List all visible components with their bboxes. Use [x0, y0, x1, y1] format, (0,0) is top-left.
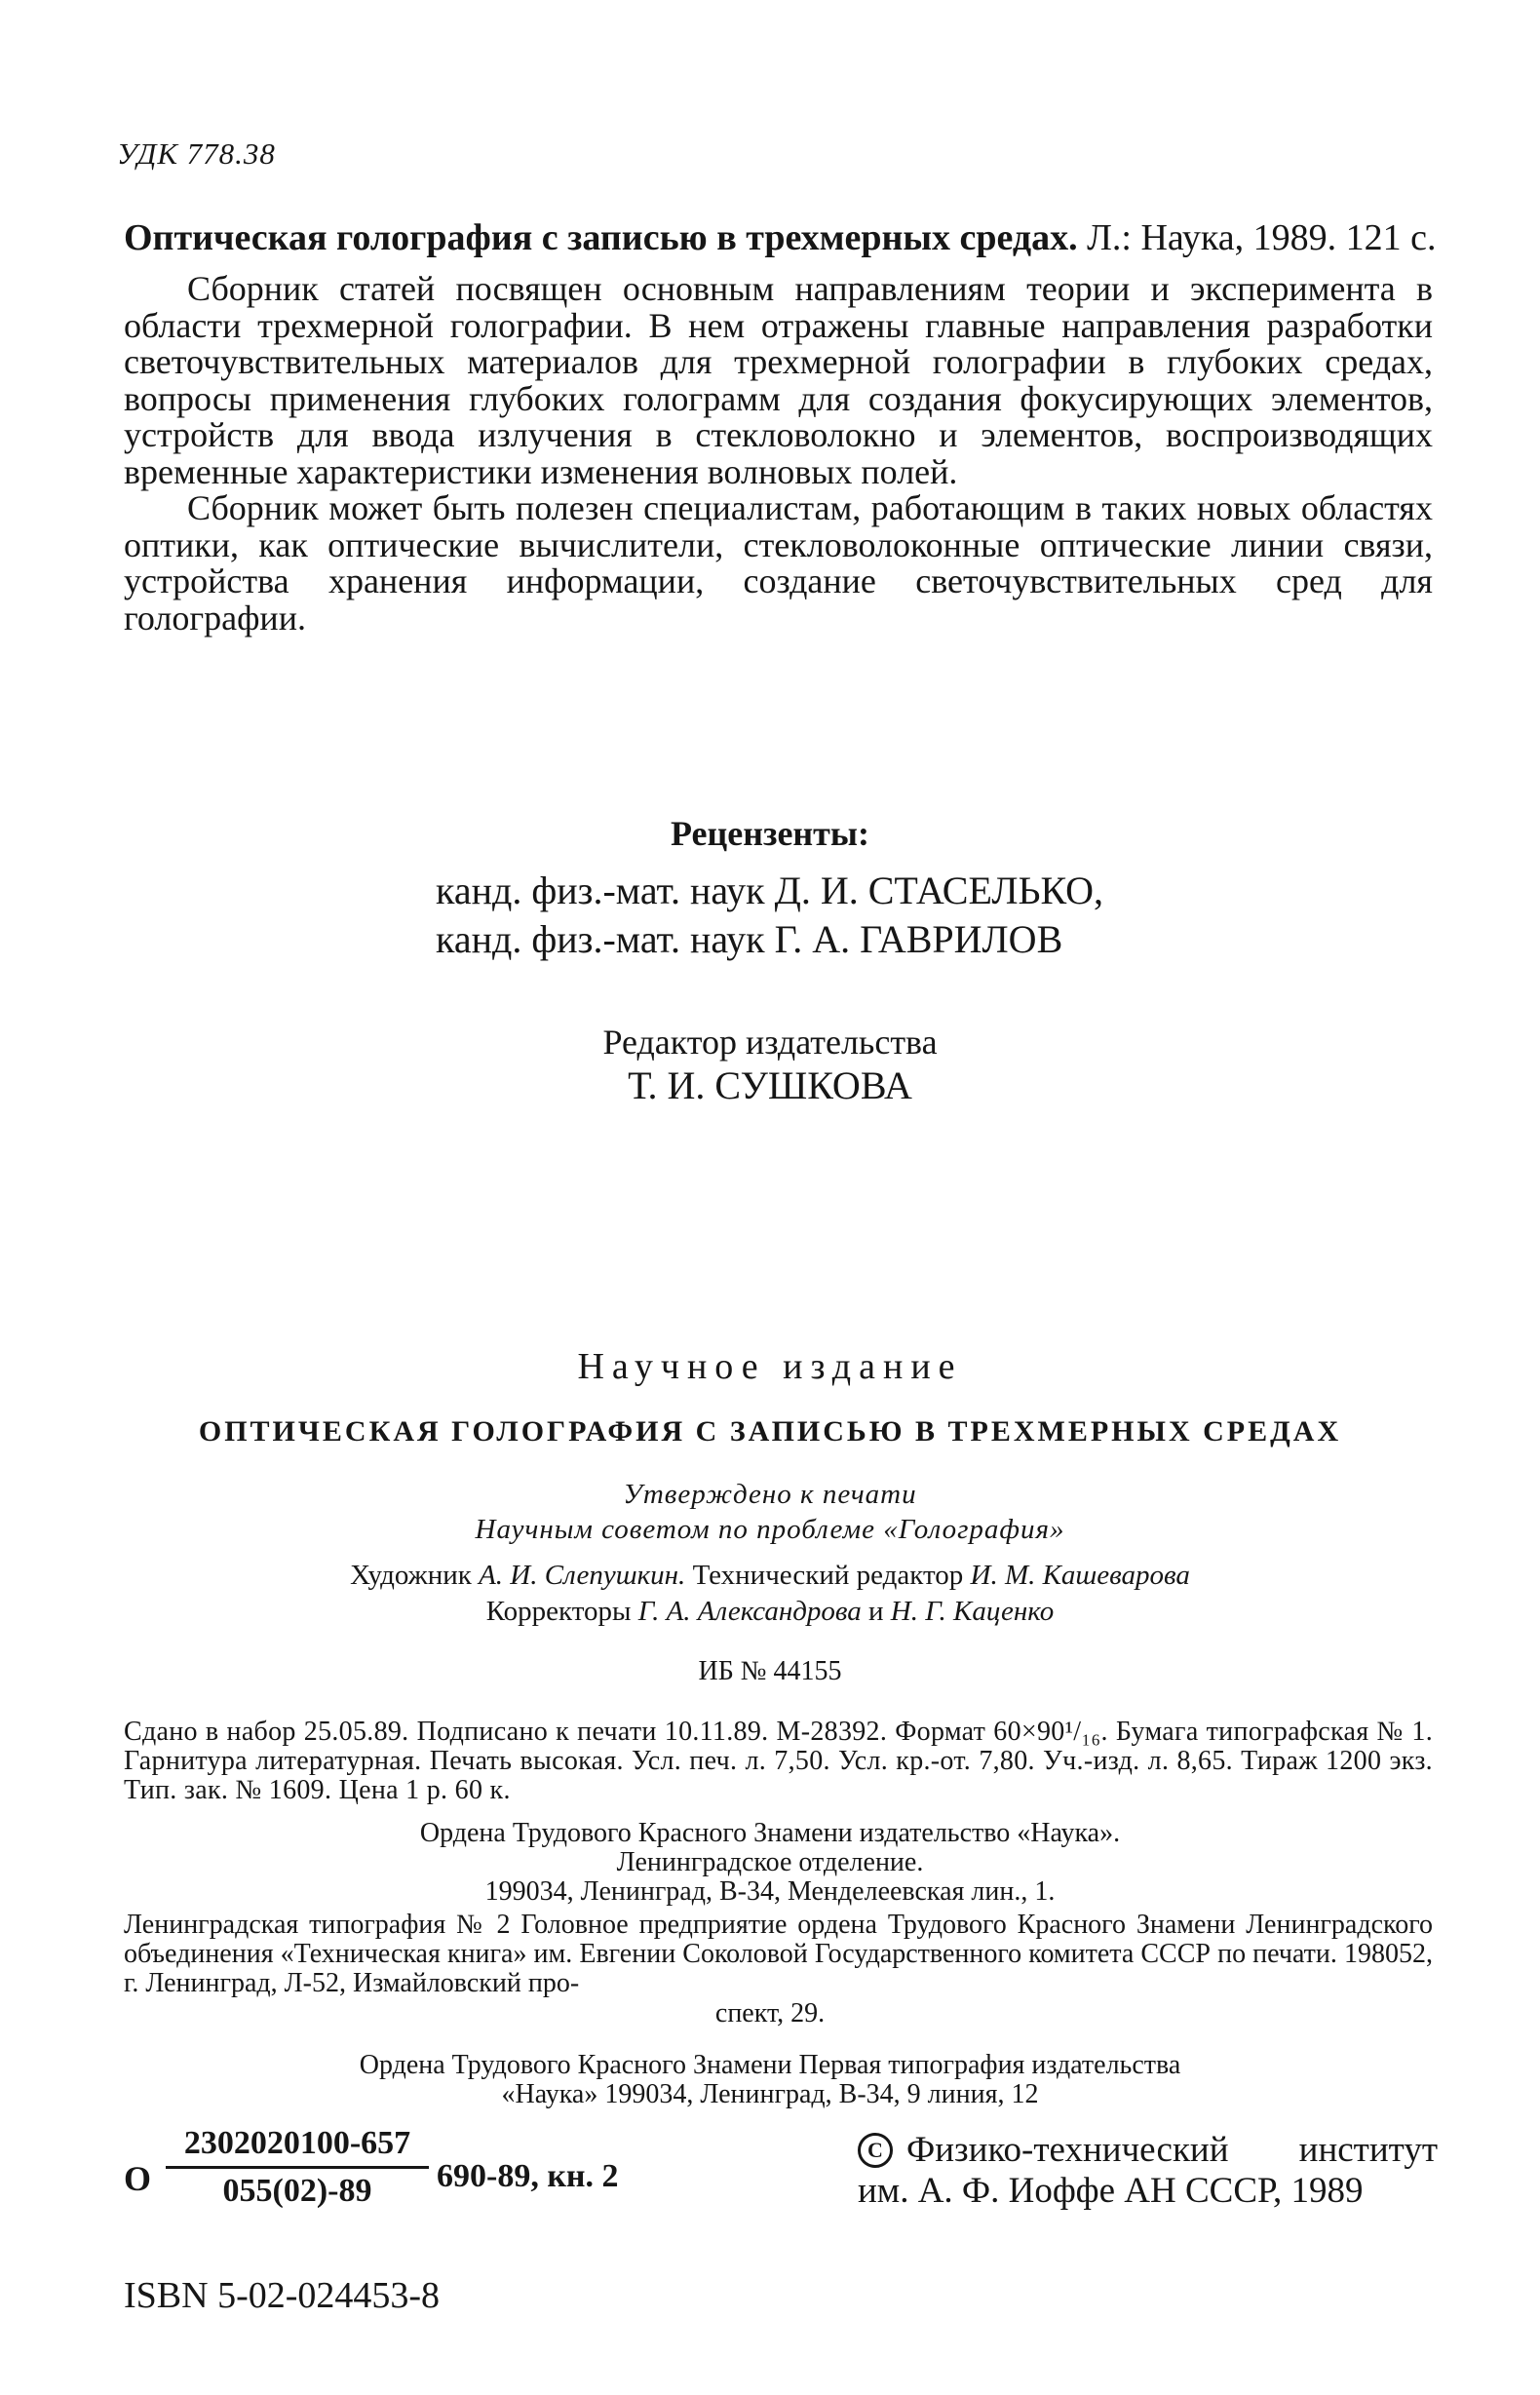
- corrector-2: Н. Г. Каценко: [890, 1596, 1055, 1627]
- printer-block: Ленинградская типография № 2 Головное предприятие ордена Трудового Красного Знамени Ленинградского объединения «Техническая книга» им. Евгении Соколовой Государственного комитета СССР по печати. 198052, г. Ленинград, Л-52, Измайловский про-: [124, 1910, 1433, 1998]
- code-prefix: О: [124, 2159, 152, 2198]
- tech-editor-name: И. М. Кашеварова: [970, 1560, 1190, 1591]
- copyright-holder-a: [858, 2130, 1229, 2171]
- approval-line-2: Научным советом по проблеме «Голография»: [475, 1514, 1065, 1545]
- abstract-paragraph: Сборник статей посвящен основным направлениям теории и эксперимента в области трехмерной голографии. В нем отражены главные направления разработки светочувствительных материалов для трехмерной голографии в глубоких средах, вопросы применения глубоких голограмм для создания фокусирующих элементов, устройств для ввода излучения в стекловолокно и элементов, воспроизводящих временные характеристики изменения волновых полей.: [124, 269, 1433, 491]
- abstract: [124, 271, 1433, 637]
- code-suffix: 690-89, кн. 2: [437, 2158, 619, 2194]
- bibliographic-citation: [124, 216, 1440, 259]
- code-denominator: 055(02)-89: [222, 2173, 372, 2209]
- approval-line-1: Утверждено к печати: [623, 1479, 917, 1510]
- edition-type: Научное издание: [577, 1346, 963, 1387]
- book-title-caps: ОПТИЧЕСКАЯ ГОЛОГРАФИЯ С ЗАПИСЬЮ В ТРЕХМЕРНЫХ СРЕДАХ: [198, 1415, 1342, 1448]
- editor-name: Т. И. СУШКОВА: [628, 1063, 912, 1107]
- publisher-line-1: Ордена Трудового Красного Знамени издательство «Наука».: [419, 1818, 1121, 1848]
- publisher-line-3: 199034, Ленинград, В-34, Менделеевская лин., 1.: [484, 1876, 1056, 1907]
- copyright-text-b: институт: [1298, 2130, 1438, 2170]
- tech-editor-label: Технический редактор: [692, 1560, 964, 1591]
- correctors-label: Корректоры: [485, 1596, 632, 1627]
- typography-line-2: «Наука» 199034, Ленинград, В-34, 9 линия, 12: [501, 2079, 1039, 2109]
- reviewer-1: канд. физ.-мат. наук Д. И. СТАСЕЛЬКО,: [436, 869, 1104, 912]
- copyright-block: [858, 2130, 1438, 2212]
- reviewers-heading: Рецензенты:: [671, 814, 869, 853]
- staff-line-1: [0, 1558, 1540, 1594]
- copyright-icon: C: [858, 2133, 893, 2168]
- udk-code: УДК 778.38: [117, 136, 276, 171]
- citation-title: Оптическая голография с записью в трехмерных средах.: [124, 217, 1078, 258]
- ib-number: ИБ № 44155: [698, 1656, 842, 1686]
- print-imprint: Сдано в набор 25.05.89. Подписано к печати 10.11.89. М-28392. Формат 60×90¹/₁₆. Бумага типографская № 1. Гарнитура литературная. Печать высокая. Усл. печ. л. 7,50. Усл. кр.-от. 7,80. Уч.-изд. л. 8,65. Тираж 1200 экз. Тип. зак. № 1609. Цена 1 р. 60 к.: [124, 1717, 1433, 1805]
- copyright-line-2: им. А. Ф. Иоффе АН СССР, 1989: [858, 2171, 1364, 2211]
- typography-line-1: Ордена Трудового Красного Знамени Первая типография издательства: [359, 2050, 1181, 2080]
- staff-credits: [0, 1558, 1540, 1630]
- publisher-line-2: Ленинградское отделение.: [616, 1847, 924, 1877]
- typography-block: [0, 2051, 1540, 2109]
- reviewer-2: канд. физ.-мат. наук Г. А. ГАВРИЛОВ: [436, 917, 1063, 961]
- printer-block-end: спект, 29.: [714, 1998, 826, 2028]
- citation-publisher: Л.: Наука, 1989. 121 с.: [1087, 217, 1437, 258]
- isbn: ISBN 5-02-024453-8: [124, 2275, 441, 2316]
- editor-heading: Редактор издательства: [602, 1023, 938, 1062]
- catalog-code-fraction: [166, 2125, 429, 2210]
- copyright-text-a: Физико-технический: [906, 2130, 1229, 2170]
- corrector-1: Г. А. Александрова: [637, 1596, 862, 1627]
- artist-name: А. И. Слепушкин.: [479, 1560, 686, 1591]
- artist-label: Художник: [350, 1560, 472, 1591]
- code-numerator: 2302020100-657: [166, 2125, 429, 2169]
- approval-note: [0, 1477, 1540, 1547]
- and-word: и: [868, 1596, 884, 1627]
- staff-line-2: [0, 1594, 1540, 1630]
- publisher-block: [0, 1819, 1540, 1907]
- copyright-line-1: [858, 2130, 1438, 2171]
- abstract-paragraph: Сборник может быть полезен специалистам, работающим в таких новых областях оптики, как оптические вычислители, стекловолоконные оптические линии связи, устройства хранения информации, создание светочувствительных сред для голографии.: [124, 488, 1433, 637]
